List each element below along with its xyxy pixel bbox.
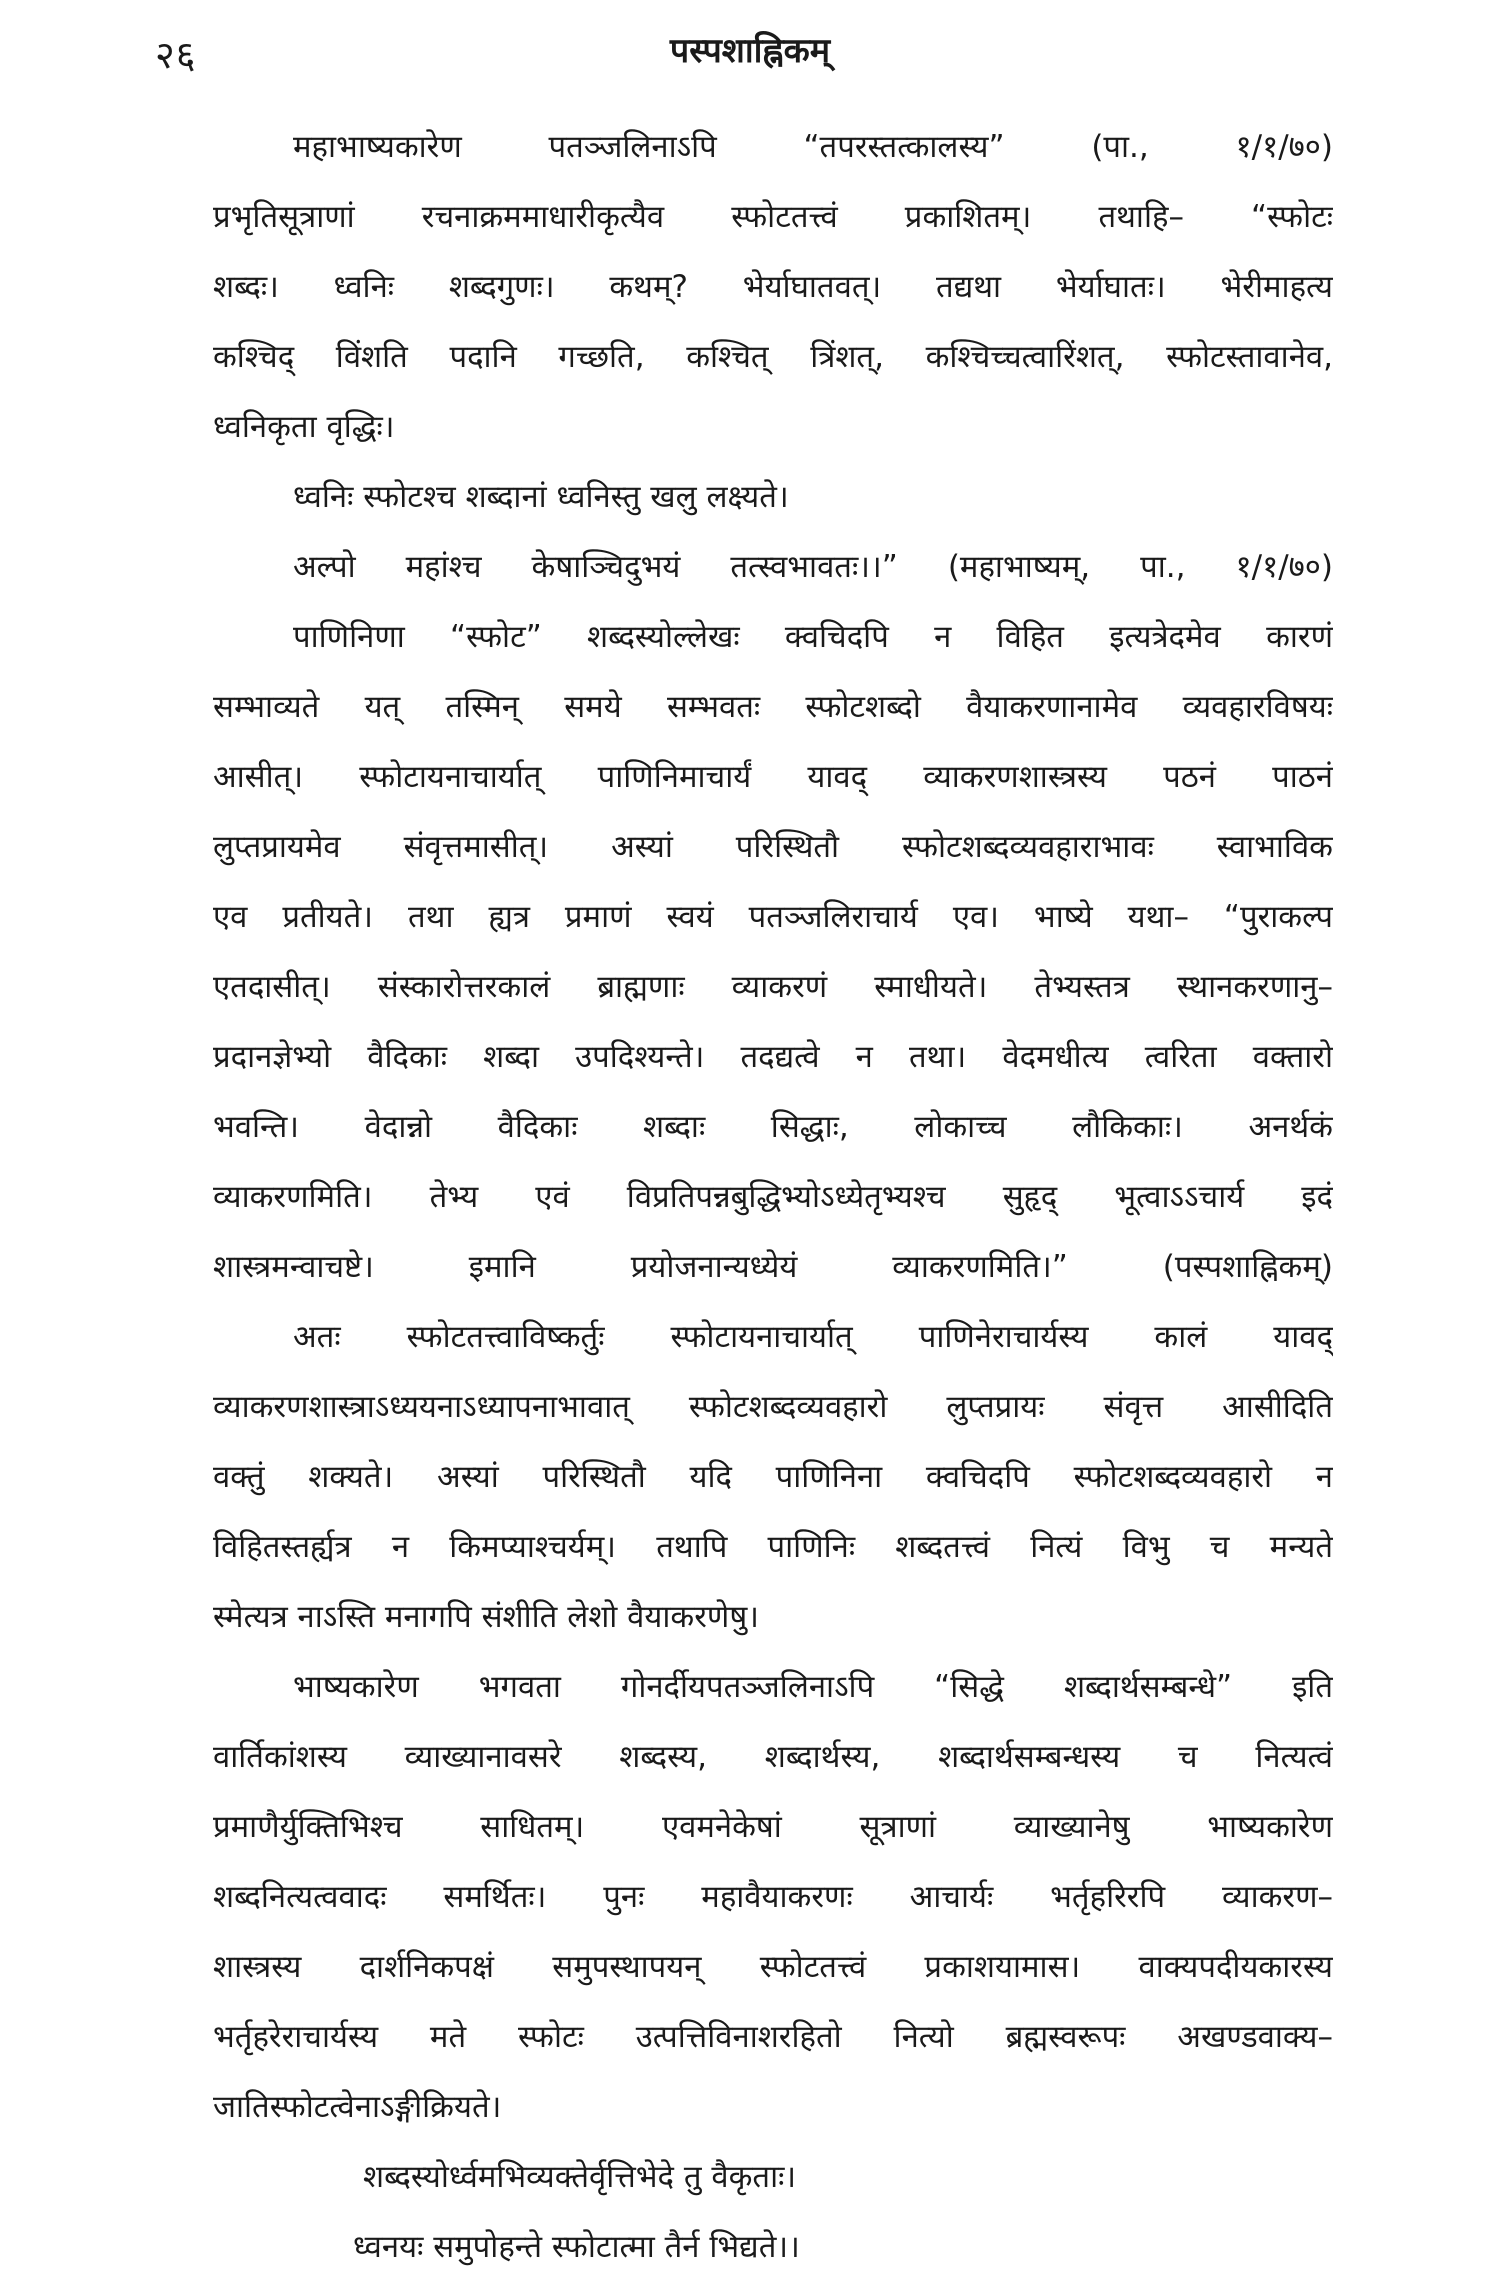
page-number: २६: [155, 33, 197, 77]
text-line: स्मेत्यत्र नाऽस्ति मनागपि संशीति लेशो वैयाकरणेषु।: [213, 1599, 759, 1635]
text-line: भाष्यकारेण भगवता गोनर्दीयपतञ्जलिनाऽपि “सिद्धे शब्दार्थसम्बन्धे” इति: [293, 1669, 1333, 1705]
text-line: वक्तुं शक्यते। अस्यां परिस्थितौ यदि पाणिनिना क्वचिदपि स्फोटशब्दव्यवहारो न: [213, 1459, 1333, 1495]
verse-line: ध्वनयः समुपोहन्ते स्फोटात्मा तैर्न भिद्यते।।: [353, 2229, 800, 2265]
verse-line: शब्दस्योर्ध्वमभिव्यक्तेर्वृत्तिभेदे तु वैकृताः।: [363, 2159, 797, 2195]
text-line: जातिस्फोटत्वेनाऽङ्गीक्रियते।: [213, 2089, 502, 2125]
body-text: [213, 112, 1333, 2282]
text-line: आसीत्। स्फोटायनाचार्यात् पाणिनिमाचार्यं यावद् व्याकरणशास्त्रस्य पठनं पाठनं: [213, 759, 1333, 795]
text-line: लुप्तप्रायमेव संवृत्तमासीत्। अस्यां परिस्थितौ स्फोटशब्दव्यवहाराभावः स्वाभाविक: [213, 829, 1333, 865]
text-line: पाणिनिणा “स्फोट” शब्दस्योल्लेखः क्वचिदपि न विहित इत्यत्रेदमेव कारणं: [293, 619, 1333, 655]
text-line: प्रमाणैर्युक्तिभिश्च साधितम्। एवमनेकेषां सूत्राणां व्याख्यानेषु भाष्यकारेण: [213, 1809, 1333, 1845]
text-line: शास्त्रस्य दार्शनिकपक्षं समुपस्थापयन् स्फोटतत्त्वं प्रकाशयामास। वाक्यपदीयकारस्य: [213, 1949, 1333, 1985]
text-line: शब्दनित्यत्ववादः समर्थितः। पुनः महावैयाकरणः आचार्यः भर्तृहरिरपि व्याकरण–: [213, 1879, 1333, 1915]
text-line: प्रदानज्ञेभ्यो वैदिकाः शब्दा उपदिश्यन्ते। तदद्यत्वे न तथा। वेदमधीत्य त्वरिता वक्तारो: [213, 1039, 1333, 1075]
text-line: व्याकरणशास्त्राऽध्ययनाऽध्यापनाभावात् स्फोटशब्दव्यवहारो लुप्तप्रायः संवृत्त आसीदिति: [213, 1389, 1333, 1425]
text-line: एव प्रतीयते। तथा ह्यत्र प्रमाणं स्वयं पतञ्जलिराचार्य एव। भाष्ये यथा– “पुराकल्प: [213, 899, 1333, 935]
text-line: कश्चिद् विंशति पदानि गच्छति, कश्चित् त्रिंशत्, कश्चिच्चत्वारिंशत्, स्फोटस्तावानेव,: [213, 339, 1333, 375]
text-line: ध्वनिकृता वृद्धिः।: [213, 409, 395, 445]
verse-line: ध्वनिः स्फोटश्च शब्दानां ध्वनिस्तु खलु लक्ष्यते।: [293, 479, 789, 515]
text-line: वार्तिकांशस्य व्याख्यानावसरे शब्दस्य, शब्दार्थस्य, शब्दार्थसम्बन्धस्य च नित्यत्वं: [213, 1739, 1333, 1775]
running-title: पस्पशाह्निकम्: [669, 31, 831, 71]
text-line: भर्तृहरेराचार्यस्य मते स्फोटः उत्पत्तिविनाशरहितो नित्यो ब्रह्मस्वरूपः अखण्डवाक्य–: [213, 2019, 1333, 2055]
text-line: प्रभृतिसूत्राणां रचनाक्रममाधारीकृत्यैव स्फोटतत्त्वं प्रकाशितम्। तथाहि– “स्फोटः: [213, 199, 1333, 235]
text-line: सम्भाव्यते यत् तस्मिन् समये सम्भवतः स्फोटशब्दो वैयाकरणानामेव व्यवहारविषयः: [213, 689, 1333, 725]
text-line: महाभाष्यकारेण पतञ्जलिनाऽपि “तपरस्तत्कालस्य” (पा., १/१/७०): [293, 129, 1333, 165]
text-line: भवन्ति। वेदान्नो वैदिकाः शब्दाः सिद्धाः, लोकाच्च लौकिकाः। अनर्थकं: [213, 1109, 1333, 1145]
verse-line: अल्पो महांश्च केषाञ्चिदुभयं तत्स्वभावतः।।” (महाभाष्यम्, पा., १/१/७०): [293, 549, 1333, 585]
text-line: शास्त्रमन्वाचष्टे। इमानि प्रयोजनान्यध्येयं व्याकरणमिति।” (पस्पशाह्निकम्): [213, 1249, 1333, 1285]
text-line: शब्दः। ध्वनिः शब्दगुणः। कथम्? भेर्याघातवत्। तद्यथा भेर्याघातः। भेरीमाहत्य: [213, 269, 1333, 305]
text-line: एतदासीत्। संस्कारोत्तरकालं ब्राह्मणाः व्याकरणं स्माधीयते। तेभ्यस्तत्र स्थानकरणानु–: [213, 969, 1333, 1005]
text-line: व्याकरणमिति। तेभ्य एवं विप्रतिपन्नबुद्धिभ्योऽध्येतृभ्यश्च सुहृद् भूत्वाऽऽचार्य इदं: [213, 1179, 1333, 1215]
text-line: विहितस्तर्ह्यत्र न किमप्याश्चर्यम्। तथापि पाणिनिः शब्दतत्त्वं नित्यं विभु च मन्यते: [213, 1529, 1333, 1565]
text-line: अतः स्फोटतत्त्वाविष्कर्तुः स्फोटायनाचार्यात् पाणिनेराचार्यस्य कालं यावद्: [293, 1319, 1333, 1355]
